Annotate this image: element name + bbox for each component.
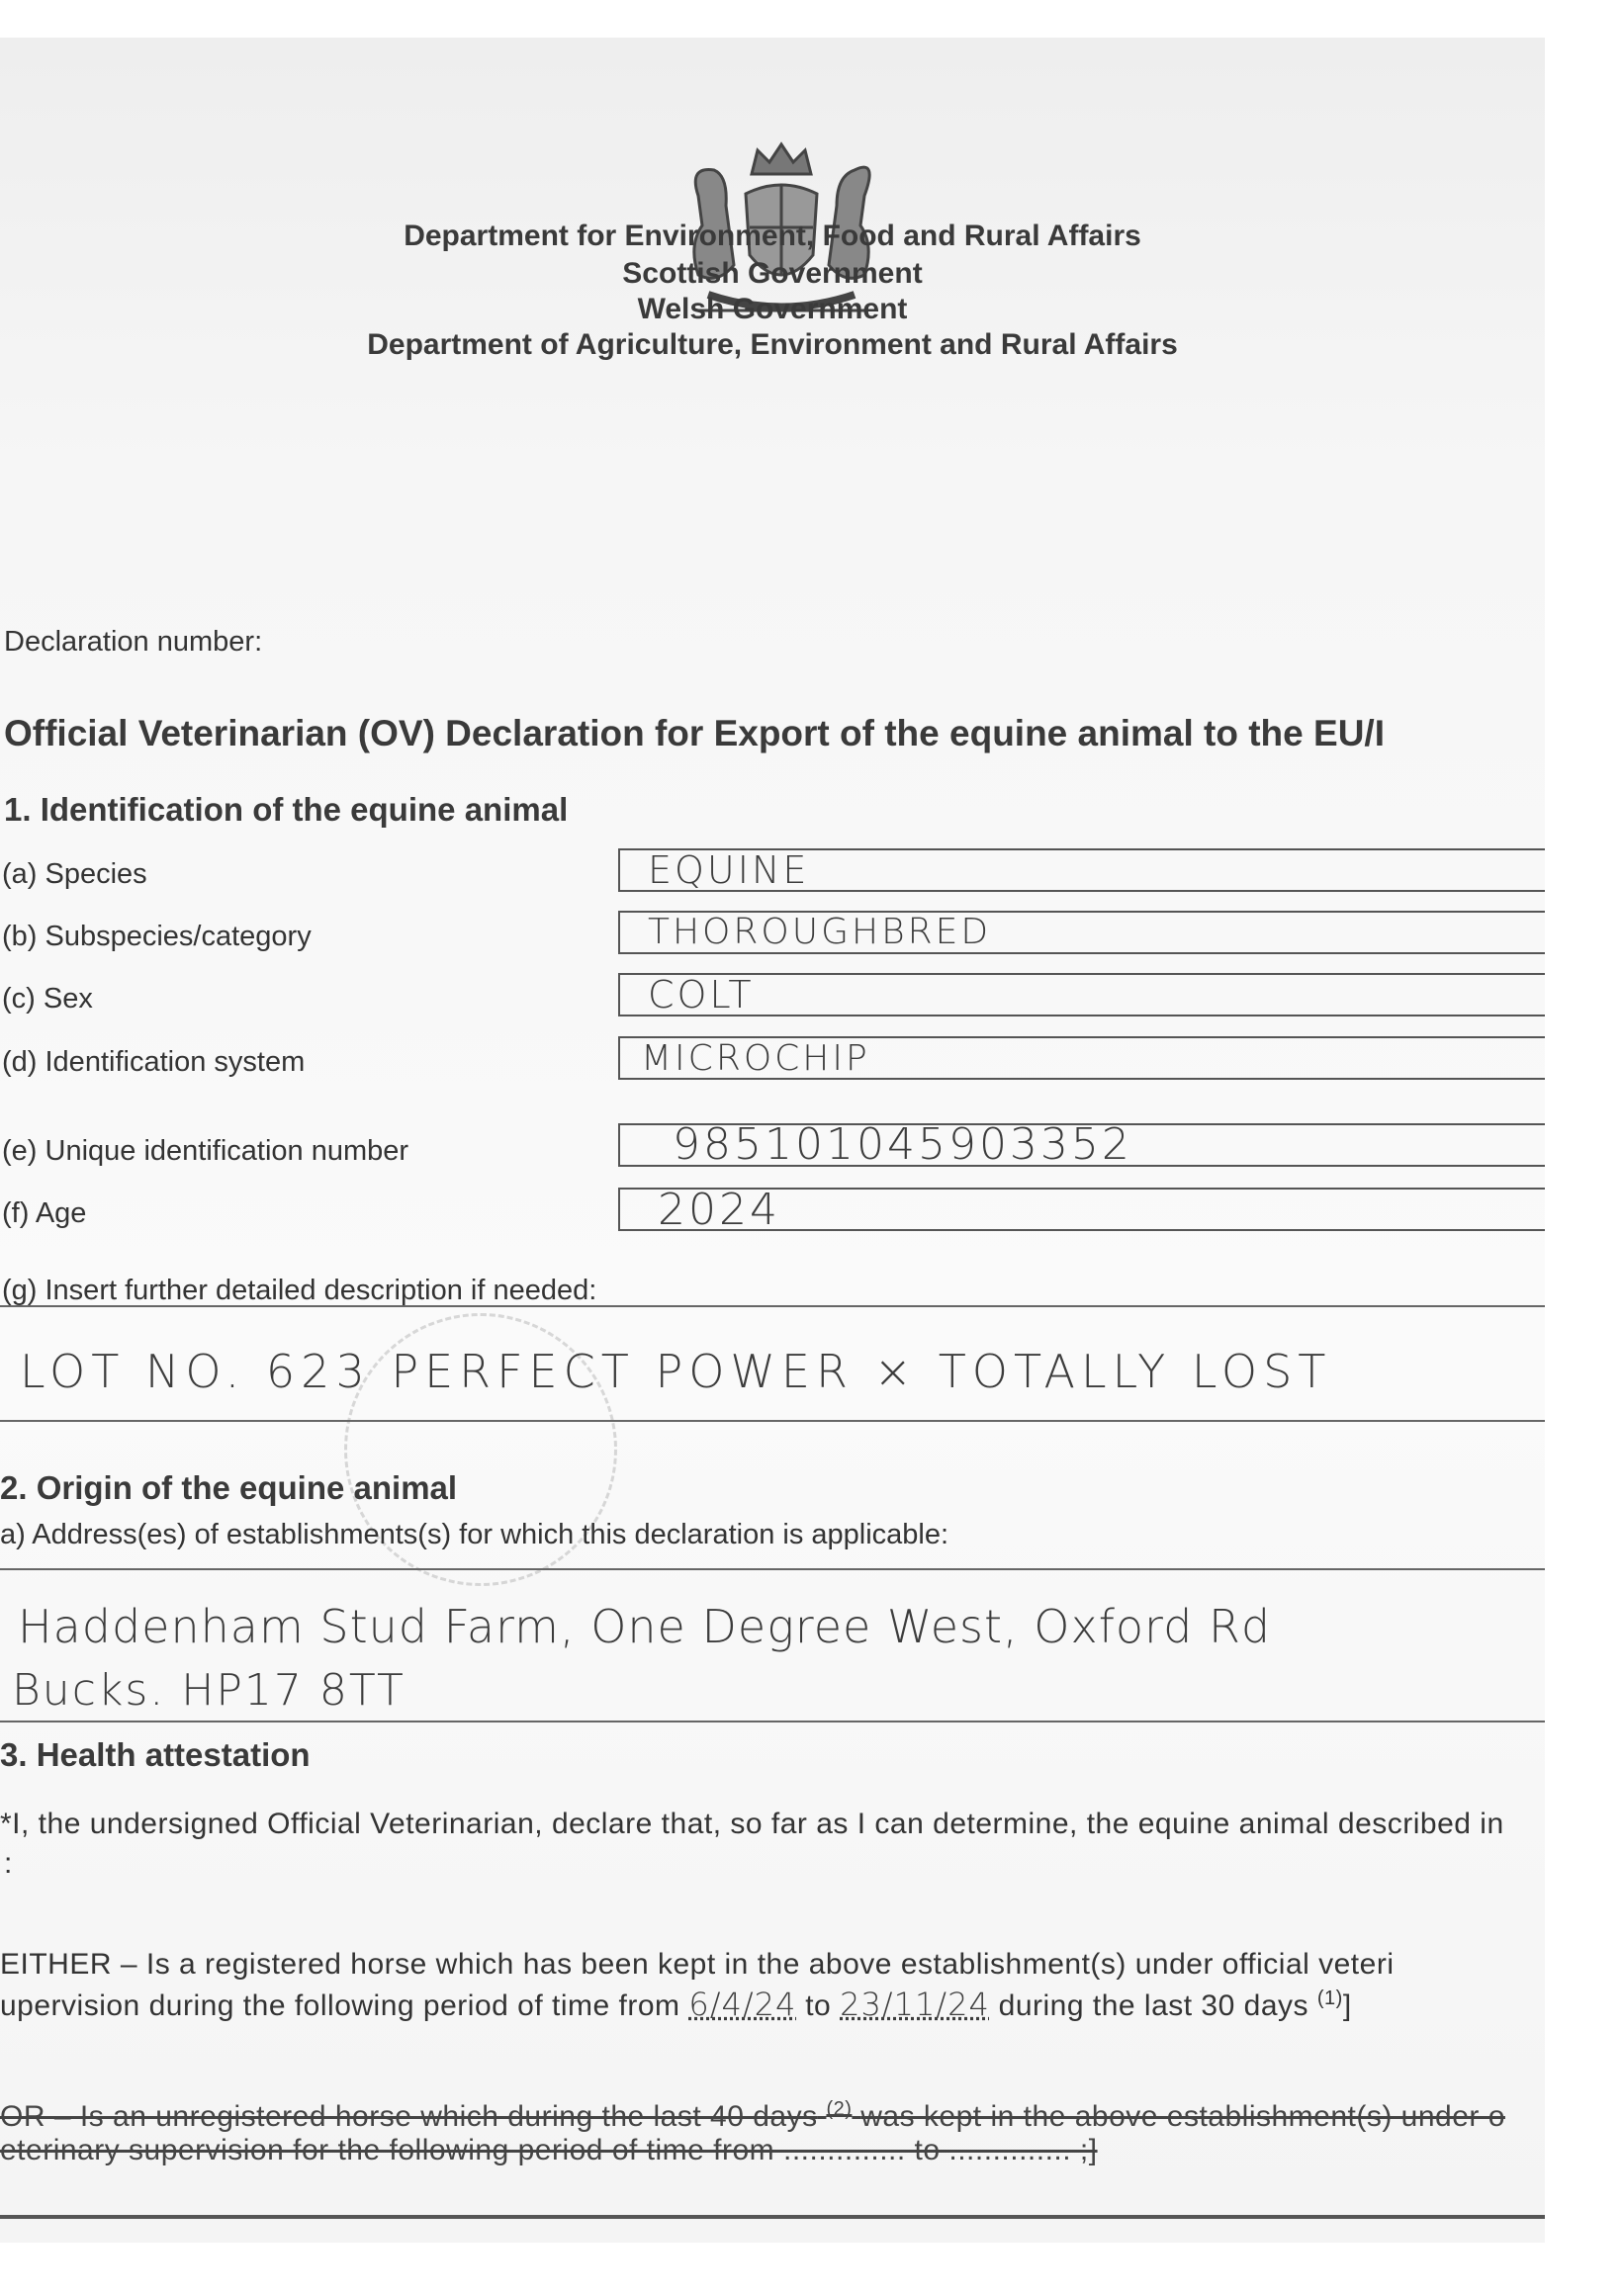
section-1-heading: 1. Identification of the equine animal — [4, 791, 569, 828]
species-label: (a) Species — [2, 858, 147, 890]
further-description-value[interactable]: LOT NO. 623 PERFECT POWER × TOTALLY LOST — [20, 1345, 1332, 1398]
section-2-heading: 2. Origin of the equine animal — [0, 1469, 458, 1506]
department-line-3: Welsh Government — [637, 293, 908, 325]
subspecies-label: (b) Subspecies/category — [2, 921, 312, 952]
sex-value: COLT — [648, 973, 755, 1016]
address-line-1[interactable]: Haddenham Stud Farm, One Degree West, Oxford Rd — [18, 1600, 1272, 1653]
department-line-4: Department of Agriculture, Environment and Rural Affairs — [367, 328, 1178, 361]
either-to-date[interactable]: 23/11/24 — [840, 1986, 990, 2023]
health-intro: *I, the undersigned Official Veterinarian, declare that, so far as I can determine, the equine animal described in — [0, 1808, 1504, 1840]
either-footnote-marker: (1) — [1316, 1987, 1343, 2009]
either-line-2-start: upervision during the following period of time from — [0, 1989, 680, 2022]
either-from-date[interactable]: 6/4/24 — [688, 1986, 797, 2023]
document-page — [0, 38, 1545, 2243]
sex-field[interactable] — [618, 973, 1545, 1016]
health-intro-continuation: : — [4, 1847, 13, 1880]
further-description-label: (g) Insert further detailed description if needed: — [2, 1275, 597, 1306]
age-label: (f) Age — [2, 1197, 87, 1229]
address-label: a) Address(es) of establishments(s) for which this declaration is applicable: — [0, 1519, 949, 1550]
department-line-2: Scottish Government — [622, 257, 923, 290]
either-line-2 — [0, 1986, 1352, 2023]
either-close-bracket: ] — [1342, 1989, 1352, 2022]
identification-system-label: (d) Identification system — [2, 1046, 306, 1078]
either-line-1: EITHER – Is a registered horse which has been kept in the above establishment(s) under official veteri — [0, 1948, 1395, 1981]
address-line-2[interactable]: Bucks. HP17 8TT — [12, 1665, 406, 1716]
page-title: Official Veterinarian (OV) Declaration for Export of the equine animal to the EU/I — [4, 713, 1385, 753]
or-line-1-start: OR – Is an unregistered horse which during the last 40 days — [0, 2100, 818, 2133]
department-line-1: Department for Environment, Food and Rural Affairs — [404, 220, 1141, 252]
or-line-1-end: was kept in the above establishment(s) under o — [860, 2100, 1505, 2133]
or-line-1 — [0, 2098, 1505, 2134]
unique-id-value: 985101045903352 — [673, 1119, 1132, 1170]
age-value: 2024 — [658, 1185, 780, 1235]
unique-id-label: (e) Unique identification number — [2, 1135, 409, 1167]
or-line-2: eterinary supervision for the following period of time from .............. to .............. ;] — [0, 2134, 1098, 2166]
address-bottom-rule — [0, 1721, 1545, 1722]
further-description-bottom-rule — [0, 1420, 1545, 1422]
sex-label: (c) Sex — [2, 983, 93, 1015]
page-bottom-rule — [0, 2215, 1545, 2219]
subspecies-value: THOROUGHBRED — [648, 912, 992, 952]
declaration-number-label: Declaration number: — [4, 626, 263, 658]
either-line-2-end: during the last 30 days — [998, 1989, 1309, 2022]
species-value: EQUINE — [648, 848, 810, 892]
either-to-word: to — [805, 1989, 832, 2022]
identification-system-value: MICROCHIP — [641, 1038, 870, 1079]
address-top-rule — [0, 1568, 1545, 1570]
or-footnote-marker: (2) — [826, 2098, 853, 2120]
section-3-heading: 3. Health attestation — [0, 1736, 311, 1773]
